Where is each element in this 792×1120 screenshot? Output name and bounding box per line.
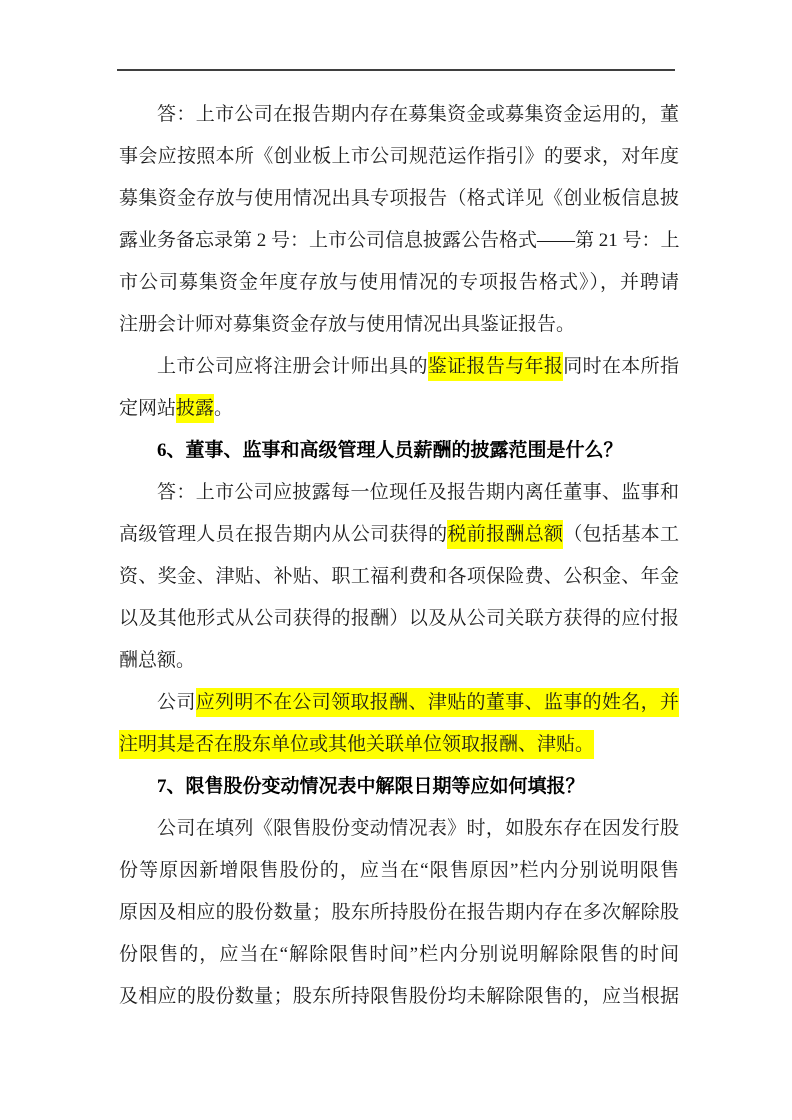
text-segment: 注册会计师对募集资金存放与使用情况出具鉴证报告。 — [119, 314, 576, 335]
text-line — [119, 598, 679, 640]
text-segment: 高级管理人员在报告期内从公司获得的 — [119, 524, 448, 545]
text-segment: 公司 — [157, 692, 196, 713]
text-line — [119, 724, 679, 766]
text-line — [119, 850, 679, 892]
text-segment: 6、董事、监事和高级管理人员薪酬的披露范围是什么？ — [157, 440, 623, 461]
text-segment: 份限售的，应当在“解除限售时间”栏内分别说明解除限售的时间 — [119, 944, 679, 965]
text-line — [119, 430, 679, 472]
text-segment: （包括基本工 — [563, 524, 679, 545]
text-segment: 公司在填列《限售股份变动情况表》时，如股东存在因发行股 — [157, 818, 679, 839]
text-line — [119, 976, 679, 1018]
paragraph — [119, 346, 679, 430]
text-line — [119, 346, 679, 388]
text-line — [119, 136, 679, 178]
highlighted-text: 披露 — [176, 394, 214, 423]
text-segment: 以及其他形式从公司获得的报酬）以及从公司关联方获得的应付报 — [119, 608, 679, 629]
text-line — [119, 766, 679, 808]
text-segment: 答：上市公司在报告期内存在募集资金或募集资金运用的，董 — [157, 104, 679, 125]
text-segment: 份等原因新增限售股份的，应当在“限售原因”栏内分别说明限售 — [119, 860, 679, 881]
highlighted-text: 鉴证报告与年报 — [428, 352, 563, 381]
question-heading — [119, 766, 679, 808]
text-segment: 事会应按照本所《创业板上市公司规范运作指引》的要求，对年度 — [119, 146, 679, 167]
text-line — [119, 808, 679, 850]
text-segment: 露业务备忘录第 2 号：上市公司信息披露公告格式——第 21 号：上 — [119, 230, 680, 251]
highlighted-text: 税前报酬总额 — [447, 520, 563, 549]
text-line — [119, 892, 679, 934]
text-segment: 及相应的股份数量；股东所持限售股份均未解除限售的，应当根据 — [119, 986, 679, 1007]
text-line — [119, 388, 679, 430]
paragraph — [119, 94, 679, 346]
text-segment: 酬总额。 — [119, 650, 196, 671]
text-line — [119, 514, 679, 556]
highlighted-text: 应列明不在公司领取报酬、津贴的董事、监事的姓名，并 — [196, 688, 679, 717]
text-segment: 资、奖金、津贴、补贴、职工福利费和各项保险费、公积金、年金 — [119, 566, 679, 587]
text-segment: 募集资金存放与使用情况出具专项报告（格式详见《创业板信息披 — [119, 188, 679, 209]
text-line — [119, 178, 679, 220]
text-line — [119, 262, 679, 304]
text-line — [119, 220, 679, 262]
text-segment: 7、限售股份变动情况表中解限日期等应如何填报？ — [157, 776, 585, 797]
text-segment: 定网站 — [119, 398, 177, 419]
text-segment: 上市公司应将注册会计师出具的 — [157, 356, 428, 377]
text-line — [119, 94, 679, 136]
text-segment: 原因及相应的股份数量；股东所持股份在报告期内存在多次解除股 — [119, 902, 679, 923]
text-segment: 市公司募集资金年度存放与使用情况的专项报告格式》），并聘请 — [119, 272, 679, 293]
paragraph — [119, 682, 679, 766]
text-segment: 同时在本所指 — [563, 356, 679, 377]
text-segment: 。 — [214, 398, 234, 419]
header-separator-line — [117, 69, 675, 71]
text-line — [119, 304, 679, 346]
question-heading — [119, 430, 679, 472]
paragraph — [119, 472, 679, 682]
document-body — [119, 94, 679, 1018]
text-segment: 答：上市公司应披露每一位现任及报告期内离任董事、监事和 — [157, 482, 679, 503]
text-line — [119, 640, 679, 682]
text-line — [119, 934, 679, 976]
paragraph — [119, 808, 679, 1018]
text-line — [119, 556, 679, 598]
text-line — [119, 472, 679, 514]
text-line — [119, 682, 679, 724]
highlighted-text: 注明其是否在股东单位或其他关联单位领取报酬、津贴。 — [119, 730, 594, 759]
